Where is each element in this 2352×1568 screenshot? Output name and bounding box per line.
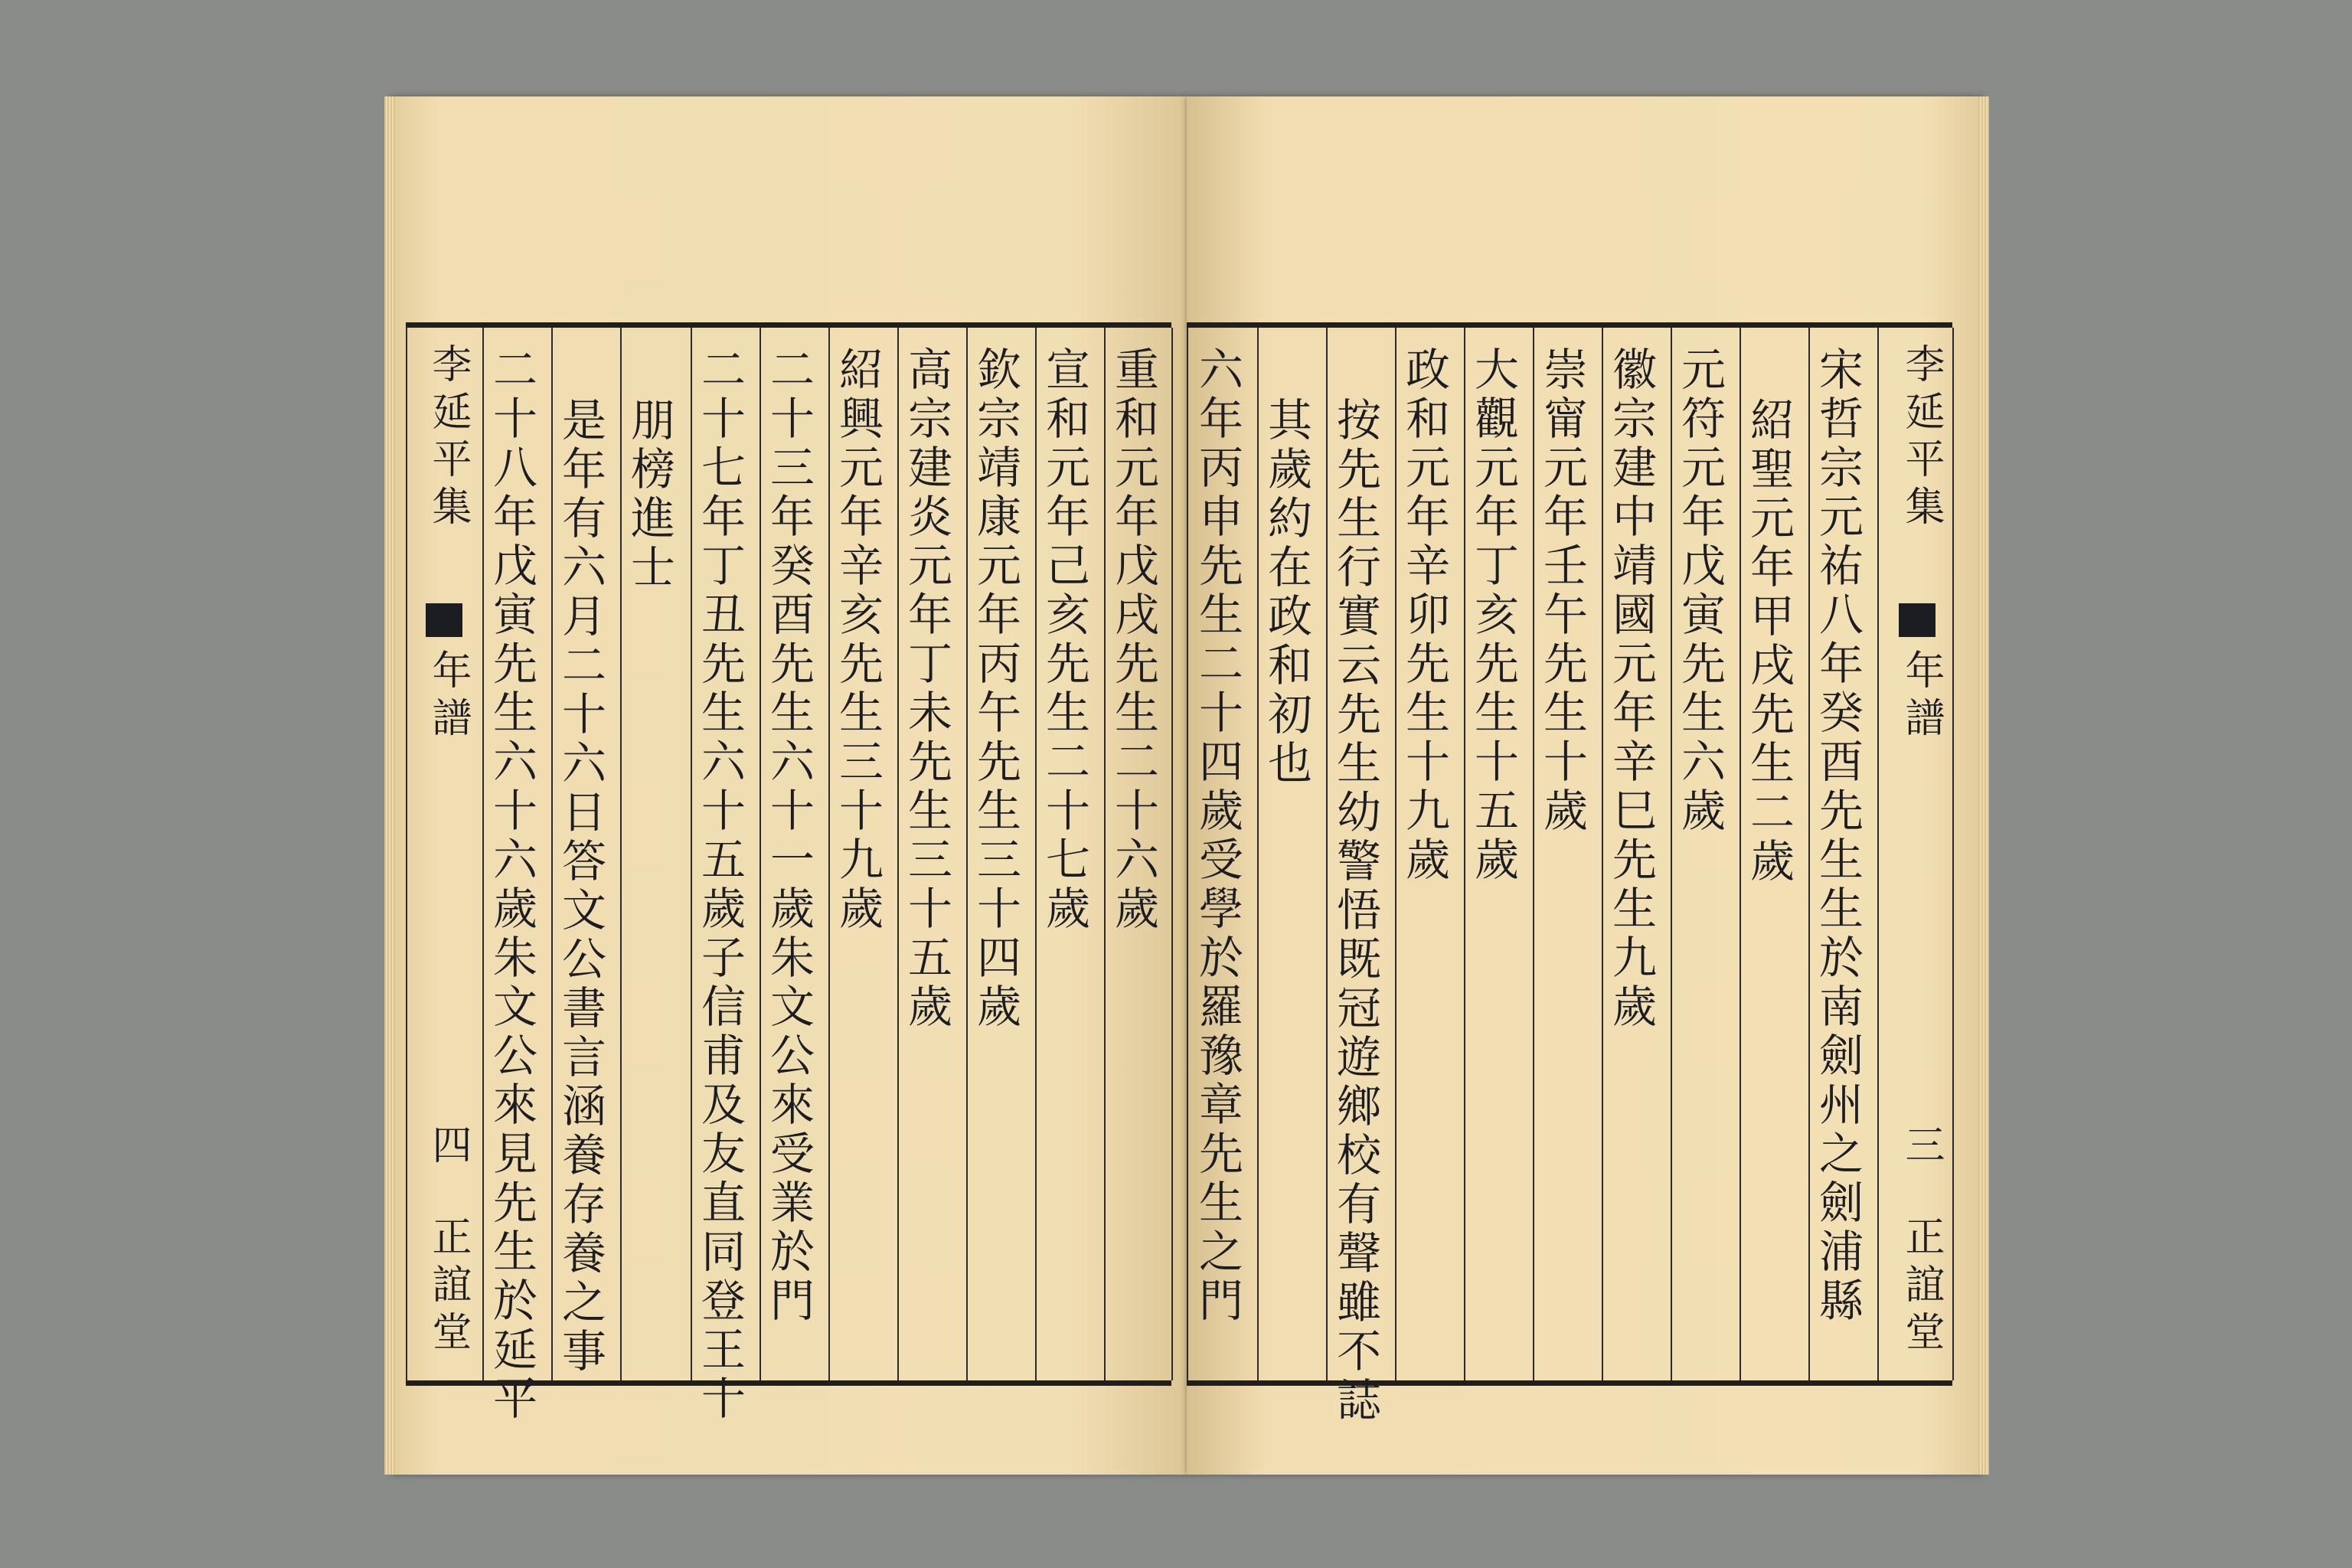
fish-tail-mark — [426, 603, 462, 640]
left-page — [390, 96, 1187, 1475]
text-column: 二十八年戊寅先生六十六歲朱文公來見先生於延平 — [485, 346, 537, 1424]
text-column: 其歲約在政和初也 — [1260, 397, 1312, 789]
open-book — [375, 89, 1998, 1490]
right-text-frame — [1187, 322, 1952, 1426]
margin-section: 年譜 — [1898, 649, 1944, 744]
text-column: 大觀元年丁亥先生十五歲 — [1467, 346, 1519, 885]
page-number: 四 — [425, 1124, 471, 1171]
margin-title: 李延平集 — [1898, 343, 1944, 533]
text-column: 朋榜進士 — [623, 397, 675, 593]
left-text-frame — [406, 322, 1171, 1424]
publisher-mark: 正誼堂 — [1898, 1216, 1944, 1358]
text-column: 重和元年戊戌先生二十六歲 — [1107, 346, 1159, 934]
text-column: 二十七年丁丑先生六十五歲子信甫及友直同登王十 — [694, 346, 746, 1424]
text-column: 按先生行實云先生幼警悟既冠遊鄉校有聲雖不誌 — [1329, 397, 1381, 1426]
page-number: 三 — [1898, 1124, 1944, 1171]
text-column: 高宗建炎元年丁未先生三十五歲 — [900, 346, 952, 1032]
text-column: 欽宗靖康元年丙午先生三十四歲 — [969, 346, 1021, 1032]
text-column: 政和元年辛卯先生十九歲 — [1398, 346, 1450, 885]
text-column: 元符元年戊寅先生六歲 — [1674, 346, 1726, 836]
page-edges — [1978, 96, 1989, 1475]
text-column: 二十三年癸酉先生六十一歲朱文公來受業於門 — [763, 346, 815, 1326]
fish-tail-mark — [1899, 603, 1936, 640]
margin-title: 李延平集 — [425, 343, 471, 533]
text-column: 宋哲宗元祐八年癸酉先生生於南劍州之劍浦縣 — [1811, 346, 1864, 1326]
text-column: 是年有六月二十六日答文公書言涵養存養之事 — [554, 397, 606, 1377]
right-page — [1187, 96, 1983, 1475]
text-column: 崇甯元年壬午先生十歲 — [1536, 346, 1588, 836]
text-column: 六年丙申先生二十四歲受學於羅豫章先生之門 — [1191, 346, 1243, 1326]
text-column: 紹興元年辛亥先生三十九歲 — [831, 346, 884, 934]
text-column: 紹聖元年甲戌先生二歲 — [1743, 397, 1795, 887]
publisher-mark: 正誼堂 — [425, 1216, 471, 1358]
text-column: 宣和元年己亥先生二十七歲 — [1038, 346, 1090, 934]
text-column: 徽宗建中靖國元年辛巳先生九歲 — [1605, 346, 1657, 1032]
margin-section: 年譜 — [425, 649, 471, 744]
page-edges — [384, 96, 395, 1475]
